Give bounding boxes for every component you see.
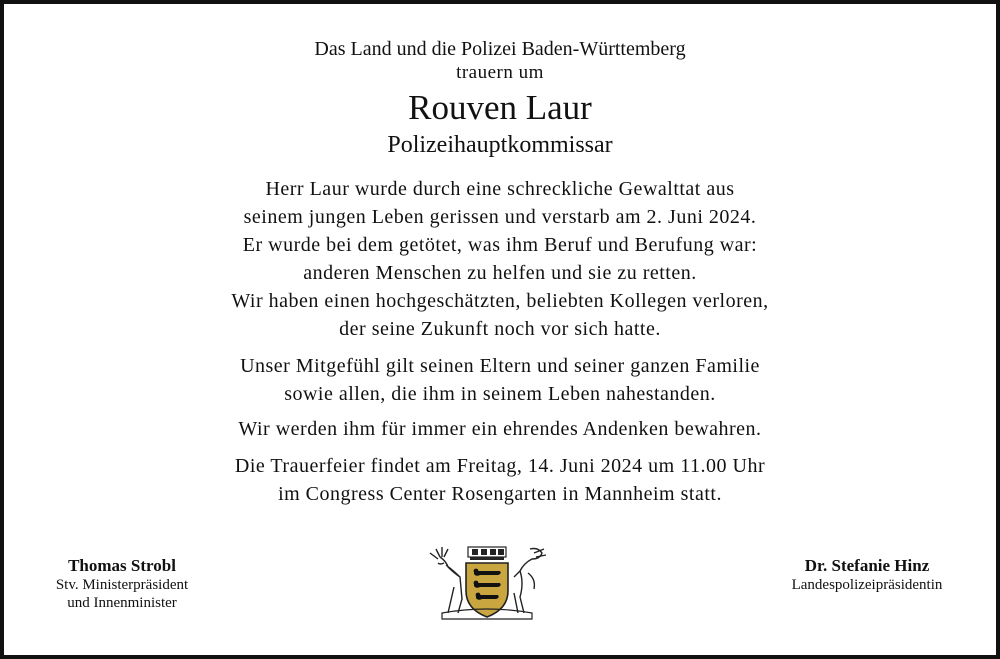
crown-icon [468, 547, 506, 560]
paragraph-line: Wir haben einen hochgeschätzten, beliebten Kollegen verloren, [231, 290, 769, 312]
deceased-rank: Polizeihauptkommissar [387, 132, 613, 158]
paragraph-line: seinem jungen Leben gerissen und verstarb am 2. Juni 2024. [243, 206, 757, 228]
coat-of-arms-icon [424, 543, 550, 623]
paragraph-line: Herr Laur wurde durch eine schreckliche Gewalttat aus [265, 178, 735, 200]
paragraph-line: Die Trauerfeier findet am Freitag, 14. Juni 2024 um 11.00 Uhr [234, 455, 766, 477]
paragraph-line: Unser Mitgefühl gilt seinen Eltern und seiner ganzen Familie [240, 355, 760, 377]
signatory-role: Landespolizeipräsidentin [791, 577, 943, 593]
paragraph-4 [0, 415, 1000, 443]
signatory-left [0, 556, 252, 612]
header-line1: Das Land und die Polizei Baden-Württemberg [314, 38, 686, 60]
paragraph-line: anderen Menschen zu helfen und sie zu retten. [303, 262, 697, 284]
signatory-name: Dr. Stefanie Hinz [804, 556, 930, 575]
paragraph-line: Wir werden ihm für immer ein ehrendes Andenken bewahren. [238, 418, 762, 440]
paragraph-line: der seine Zukunft noch vor sich hatte. [339, 318, 661, 340]
paragraph-1 [0, 175, 1000, 287]
paragraph-3 [0, 352, 1000, 408]
signatory-role: Stv. Ministerpräsident [55, 577, 189, 593]
signatory-role: und Innenminister [67, 595, 177, 611]
signatory-name: Thomas Strobl [68, 556, 176, 575]
signatory-right [737, 556, 997, 594]
deceased-name: Rouven Laur [408, 88, 592, 127]
paragraph-5 [0, 452, 1000, 508]
paragraph-2 [0, 287, 1000, 343]
header-line2: trauern um [456, 62, 544, 83]
paragraph-line: Er wurde bei dem getötet, was ihm Beruf und Berufung war: [242, 234, 758, 256]
paragraph-line: sowie allen, die ihm in seinem Leben nahestanden. [284, 383, 716, 405]
stag-icon [430, 547, 462, 613]
paragraph-line: im Congress Center Rosengarten in Mannheim statt. [278, 483, 722, 505]
lion-icon [514, 549, 546, 614]
